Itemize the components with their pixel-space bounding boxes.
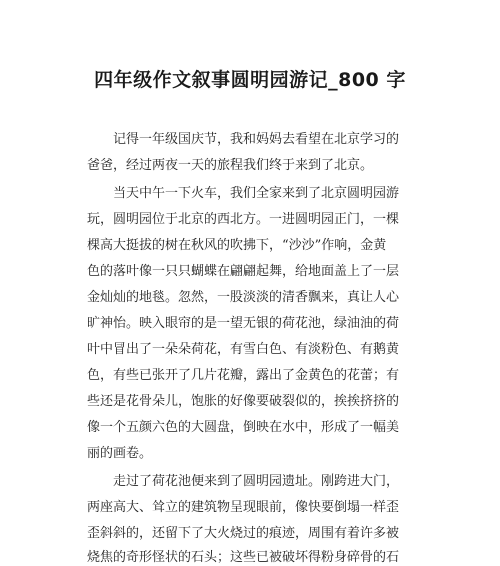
paragraph-3-line-4: 烧焦的奇形怪状的石头；这些已被破坏得粉身碎骨的石 bbox=[87, 550, 400, 565]
paragraph-3-line-2: 两座高大、耸立的建筑物呈现眼前，像快要倒塌一样歪 bbox=[87, 500, 400, 515]
paragraph-2-line-2: 玩，圆明园位于北京的西北方。一进圆明园正门，一棵 bbox=[87, 212, 400, 227]
paragraph-2-line-7: 叶中冒出了一朵朵荷花，有雪白色、有淡粉色、有鹅黄 bbox=[87, 342, 400, 357]
paragraph-2-line-11: 丽的画卷。 bbox=[87, 446, 153, 461]
paragraph-2-line-4: 色的落叶像一只只蝴蝶在翩翩起舞，给地面盖上了一层 bbox=[87, 264, 400, 279]
paragraph-2-line-9: 些还是花骨朵儿，饱胀的好像要破裂似的，挨挨挤挤的 bbox=[87, 394, 400, 409]
paragraph-2-line-6: 旷神怡。映入眼帘的是一望无银的荷花池，绿油油的荷 bbox=[87, 316, 400, 331]
document-title: 四年级作文叙事圆明园游记_800 字 bbox=[94, 69, 406, 91]
paragraph-2-line-1: 当天中午一下火车，我们全家来到了北京圆明园游 bbox=[113, 186, 400, 201]
paragraph-3-line-1: 走过了荷花池便来到了圆明园遗址。刚跨进大门， bbox=[113, 474, 400, 489]
paragraph-1-line-1: 记得一年级国庆节，我和妈妈去看望在北京学习的 bbox=[113, 132, 400, 147]
paragraph-2-line-5: 金灿灿的地毯。忽然，一股淡淡的清香飘来，真让人心 bbox=[87, 290, 400, 305]
paragraph-1-line-2: 爸爸，经过两夜一天的旅程我们终于来到了北京。 bbox=[87, 158, 374, 173]
paragraph-3-line-3: 歪斜斜的，还留下了大火烧过的痕迹，周围有着许多被 bbox=[87, 526, 400, 541]
paragraph-2-line-10: 像一个五颜六色的大圆盘，倒映在水中，形成了一幅美 bbox=[87, 420, 400, 435]
paragraph-2-line-3: 棵高大挺拔的树在秋风的吹拂下，“沙沙”作响，金黄 bbox=[87, 238, 387, 253]
paragraph-2-line-8: 色，有些已张开了几片花瓣，露出了金黄色的花蕾；有 bbox=[87, 368, 400, 383]
